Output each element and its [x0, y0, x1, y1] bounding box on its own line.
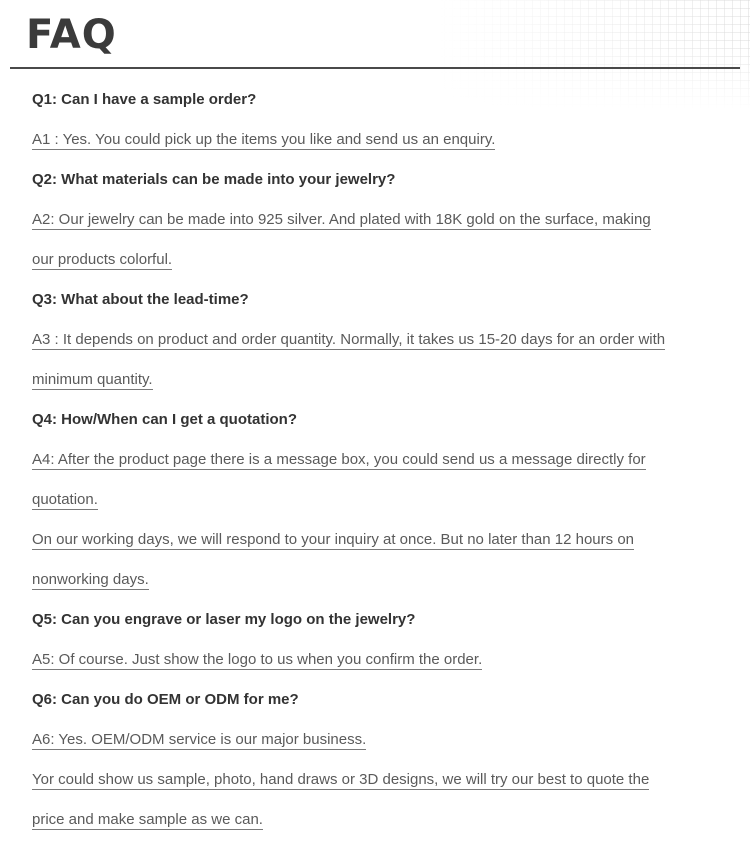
faq-answer-text: A5: Of course. Just show the logo to us when you confirm the order.: [32, 651, 483, 668]
faq-question-5: Q5: Can you engrave or laser my logo on the jewelry?: [32, 611, 416, 628]
faq-answer-6-line-2: [32, 760, 732, 800]
faq-answer-text: On our working days, we will respond to your inquiry at once. But no later than 12 hours on: [32, 531, 634, 548]
faq-list: [32, 80, 732, 840]
faq-answer-4-line-3: [32, 520, 732, 560]
faq-answer-4-line-4: [32, 560, 732, 600]
faq-answer-4-line-1: [32, 440, 732, 480]
faq-question-4: Q4: How/When can I get a quotation?: [32, 411, 297, 428]
faq-answer-5-line-1: [32, 640, 732, 680]
faq-question-2: Q2: What materials can be made into your jewelry?: [32, 171, 396, 188]
faq-answer-2-line-2: [32, 240, 732, 280]
faq-answer-text: A6: Yes. OEM/ODM service is our major business.: [32, 731, 367, 748]
faq-answer-text: quotation.: [32, 491, 98, 508]
faq-answer-text: nonworking days.: [32, 571, 149, 588]
faq-answer-2-line-1: [32, 200, 732, 240]
title-divider: [10, 67, 740, 69]
faq-answer-text: our products colorful.: [32, 251, 173, 268]
faq-answer-text: A4: After the product page there is a message box, you could send us a message directly for: [32, 451, 646, 468]
faq-answer-text: price and make sample as we can.: [32, 811, 263, 828]
faq-question-6: Q6: Can you do OEM or ODM for me?: [32, 691, 299, 708]
faq-answer-text: A1 : Yes. You could pick up the items you like and send us an enquiry.: [32, 131, 496, 148]
faq-question-3: Q3: What about the lead-time?: [32, 291, 249, 308]
faq-answer-text: Yor could show us sample, photo, hand draws or 3D designs, we will try our best to quote the: [32, 771, 650, 788]
faq-answer-text: minimum quantity.: [32, 371, 153, 388]
page-title: FAQ: [26, 12, 117, 58]
faq-answer-text: A2: Our jewelry can be made into 925 silver. And plated with 18K gold on the surface, making: [32, 211, 651, 228]
faq-answer-6-line-3: [32, 800, 732, 840]
faq-answer-3-line-1: [32, 320, 732, 360]
faq-answer-1-line-1: [32, 120, 732, 160]
faq-answer-6-line-1: [32, 720, 732, 760]
faq-answer-text: A3 : It depends on product and order quantity. Normally, it takes us 15-20 days for an order with: [32, 331, 666, 348]
faq-answer-4-line-2: [32, 480, 732, 520]
faq-question-1: Q1: Can I have a sample order?: [32, 91, 257, 108]
faq-answer-3-line-2: [32, 360, 732, 400]
